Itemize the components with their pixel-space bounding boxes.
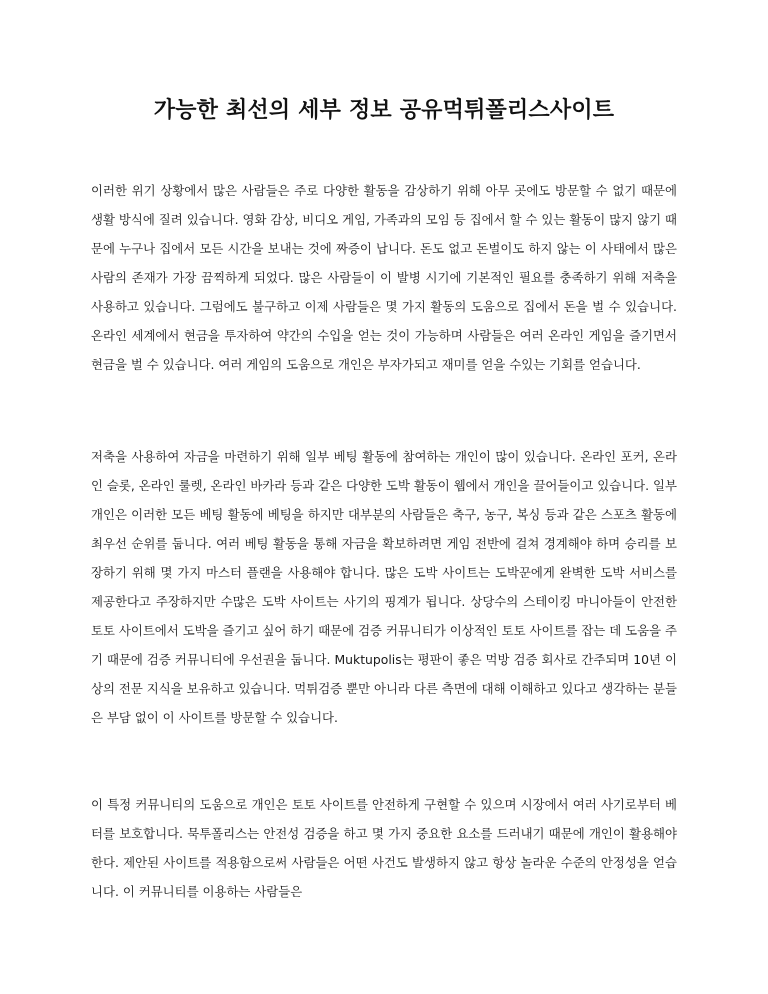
body-paragraph-2: 저축을 사용하여 자금을 마련하기 위해 일부 베팅 활동에 참여하는 개인이 많이 있습니다. 온라인 포커, 온라인 슬롯, 온라인 룰렛, 온라인 바카라 등과 같은 다양한 도박 활동이 웹에서 개인을 끌어들이고 있습니다. 일부 개인은 이러한 모든 베팅 활동에 베팅을 하지만 대부분의 사람들은 축구, 농구, 복싱 등과 같은 스포츠 활동에 최우선 순위를 둡니다. 여러 베팅 활동을 통해 자금을 확보하려면 게임 전반에 걸쳐 경계해야 하며 승리를 보장하기 위해 몇 가지 마스터 플랜을 사용해야 합니다. 많은 도박 사이트는 도박꾼에게 완벽한 도박 서비스를 제공한다고 주장하지만 수많은 도박 사이트는 사기의 핑계가 됩니다. 상당수의 스테이킹 마니아들이 안전한 토토 사이트에서 도박을 즐기고 싶어 하기 때문에 검증 커뮤니티가 이상적인 토토 사이트를 잡는 데 도움을 주기 때문에 검증 커뮤니티에 우선권을 둡니다. Muktupolis는 평판이 좋은 먹방 검증 회사로 간주되며 10년 이상의 전문 지식을 보유하고 있습니다. 먹튀검증 뿐만 아니라 다른 측면에 대해 이해하고 있다고 생각하는 분들은 부담 없이 이 사이트를 방문할 수 있습니다. xyxy=(91,449,677,725)
body-paragraph-1: 이러한 위기 상황에서 많은 사람들은 주로 다양한 활동을 감상하기 위해 아무 곳에도 방문할 수 없기 때문에 생활 방식에 질려 있습니다. 영화 감상, 비디오 게임, 가족과의 모임 등 집에서 할 수 있는 활동이 많지 않기 때문에 누구나 집에서 모든 시간을 보내는 것에 짜증이 납니다. 돈도 없고 돈벌이도 하지 않는 이 사태에서 많은 사람의 존재가 가장 끔찍하게 되었다. 많은 사람들이 이 발병 시기에 기본적인 필요를 충족하기 위해 저축을 사용하고 있습니다. 그럼에도 불구하고 이제 사람들은 몇 가지 활동의 도움으로 집에서 돈을 벌 수 있습니다. 온라인 세계에서 현금을 투자하여 약간의 수입을 얻는 것이 가능하며 사람들은 여러 온라인 게임을 즐기면서 현금을 벌 수 있습니다. 여러 게임의 도움으로 개인은 부자가되고 재미를 얻을 수있는 기회를 얻습니다. xyxy=(91,183,677,372)
page-title: 가능한 최선의 세부 정보 공유먹튀폴리스사이트 xyxy=(153,98,615,123)
body-paragraph-3: 이 특정 커뮤니티의 도움으로 개인은 토토 사이트를 안전하게 구현할 수 있으며 시장에서 여러 사기로부터 베터를 보호합니다. 묵투폴리스는 안전성 검증을 하고 몇 가지 중요한 요소를 드러내기 때문에 개인이 활용해야 한다. 제안된 사이트를 적용함으로써 사람들은 어떤 사건도 발생하지 않고 항상 놀라운 수준의 안정성을 얻습니다. 이 커뮤니티를 이용하는 사람들은 xyxy=(91,797,677,899)
